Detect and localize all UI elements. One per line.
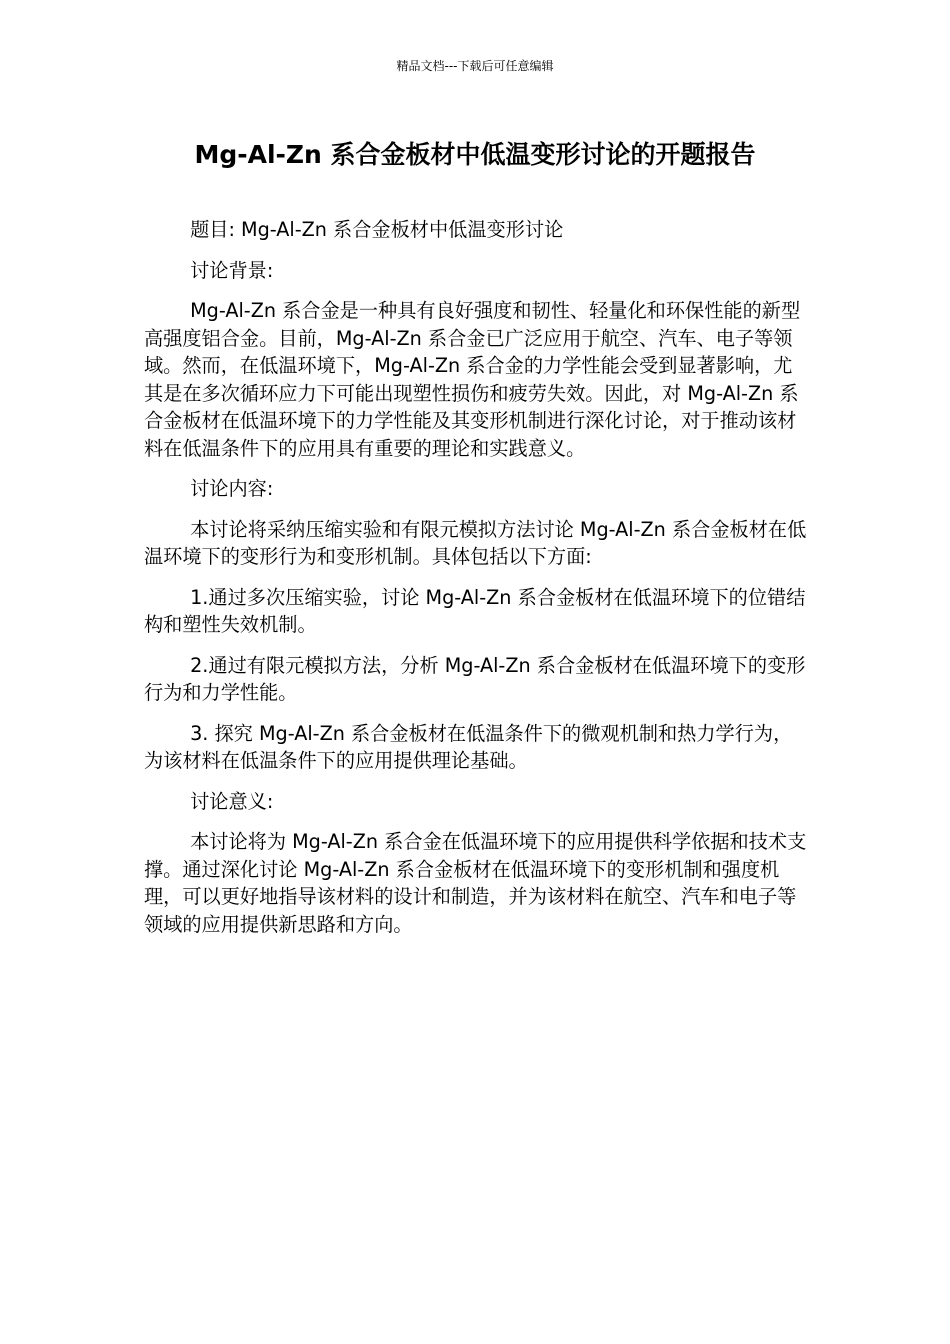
document-title: Mg-Al-Zn 系合金板材中低温变形讨论的开题报告 xyxy=(194,140,756,169)
header-note: 精品文档---下载后可任意编辑 xyxy=(396,59,554,73)
section-heading-background: 讨论背景: xyxy=(190,258,274,282)
document-body xyxy=(144,216,809,951)
topic-paragraph: 题目: Mg-Al-Zn 系合金板材中低温变形讨论 xyxy=(190,218,564,241)
content-item-2: 2.通过有限元模拟方法，分析 Mg-Al-Zn 系合金板材在低温环境下的变形行为和力学性能。 xyxy=(144,653,806,704)
content-item-3: 3. 探究 Mg-Al-Zn 系合金板材在低温条件下的微观机制和热力学行为，为该材料在低温条件下的应用提供理论基础。 xyxy=(144,721,793,772)
section-heading-significance: 讨论意义: xyxy=(190,789,274,813)
content-intro-paragraph: 本讨论将采纳压缩实验和有限元模拟方法讨论 Mg-Al-Zn 系合金板材在低温环境下的变形行为和变形机制。具体包括以下方面: xyxy=(144,517,807,568)
background-paragraph: Mg-Al-Zn 系合金是一种具有良好强度和韧性、轻量化和环保性能的新型高强度铝合金。目前，Mg-Al-Zn 系合金已广泛应用于航空、汽车、电子等领域。然而，在低温环境下，Mg-Al-Zn 系合金的力学性能会受到显著影响，尤其是在多次循环应力下可能出现塑性损伤和疲劳失效。因此，对 Mg-Al-Zn 系合金板材在低温环境下的力学性能及其变形机制进行深化讨论，对于推动该材料在低温条件下的应用具有重要的理论和实践意义。 xyxy=(144,299,801,460)
content-item-1: 1.通过多次压缩实验，讨论 Mg-Al-Zn 系合金板材在低温环境下的位错结构和塑性失效机制。 xyxy=(144,585,806,636)
significance-paragraph: 本讨论将为 Mg-Al-Zn 系合金在低温环境下的应用提供科学依据和技术支撑。通过深化讨论 Mg-Al-Zn 系合金板材在低温环境下的变形机制和强度机理，可以更好地指导该材料的设计和制造，并为该材料在航空、汽车和电子等领域的应用提供新思路和方向。 xyxy=(144,830,807,936)
section-heading-content: 讨论内容: xyxy=(190,477,274,500)
